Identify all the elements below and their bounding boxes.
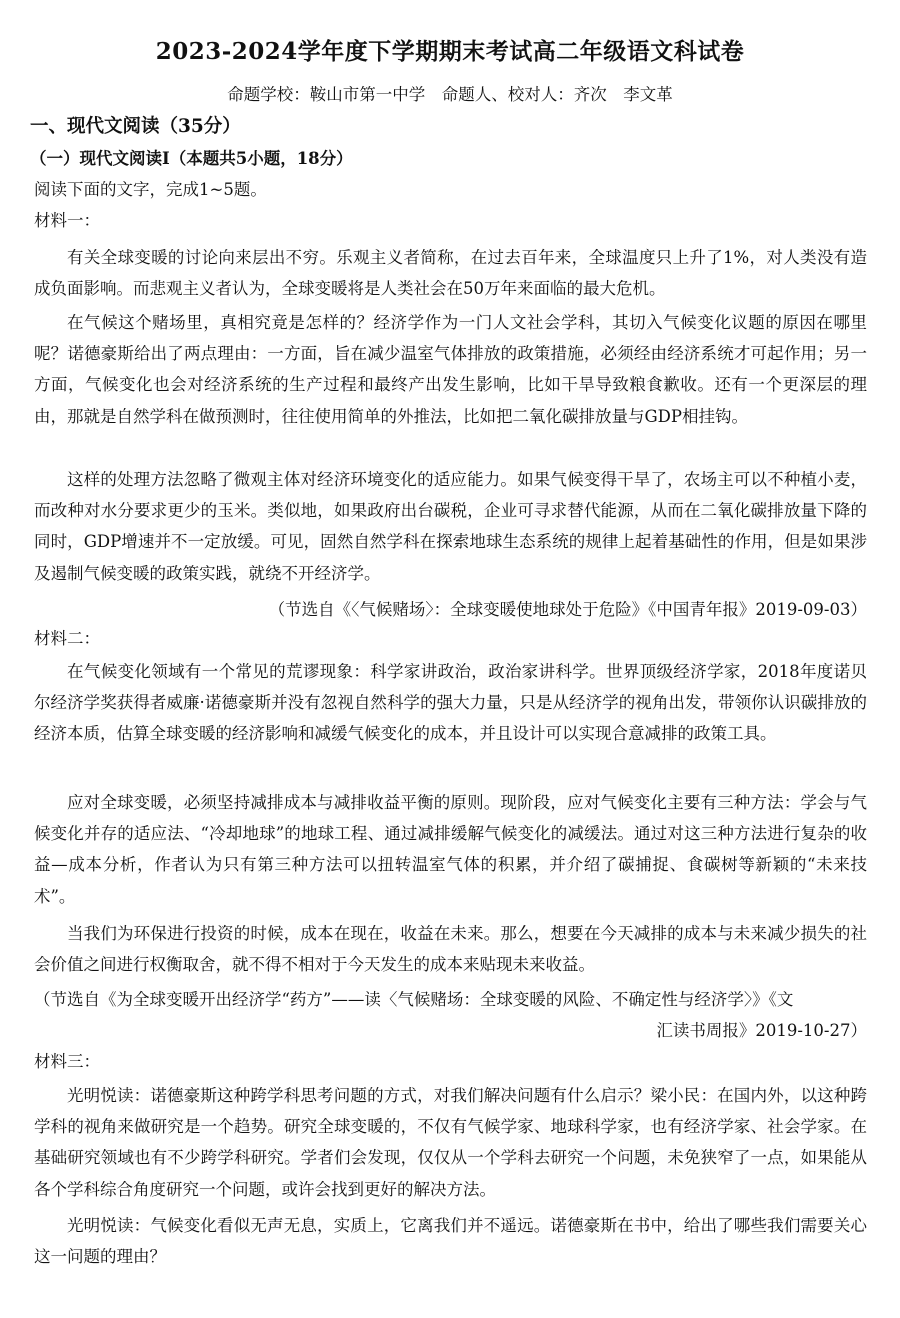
material-1-label: 材料一： [34,211,100,230]
material-3-paragraph-2: 光明悦读：气候变化看似无声无息，实质上，它离我们并不遥远。诺德豪斯在书中，给出了哪些我们需要关心这一问题的理由？ [34,1216,867,1267]
material-3-label: 材料三： [34,1052,100,1071]
material-1-paragraph-1: 有关全球变暖的讨论向来层出不穷。乐观主义者简称，在过去百年来，全球温度只上升了1%，对人类没有造成负面影响。而悲观主义者认为，全球变暖将是人类社会在50万年来面临的最大危机。 [34,248,867,299]
material-2-paragraph-3: 当我们为环保进行投资的时候，成本在现在，收益在未来。那么，想要在今天减排的成本与未来减少损失的社会价值之间进行权衡取舍，就不得不相对于今天发生的成本来贴现未来收益。 [34,924,867,975]
material-2-source [34,984,867,1046]
instruction-text: 阅读下面的文字，完成1~5题。 [34,180,267,199]
material-2-source-line-2: 汇读书周报》2019-10-27） [656,1021,867,1040]
page-subtitle: 命题学校：鞍山市第一中学 命题人、校对人：齐次 李文革 [227,85,673,104]
material-2-source-line-1: （节选自《为全球变暖开出经济学“药方”——读〈气候赌场：全球变暖的风险、不确定性与经济学〉》《文 [34,990,794,1009]
page-title: 2023-2024学年度下学期期末考试高二年级语文科试卷 [155,38,745,65]
material-1-paragraph-3: 这样的处理方法忽略了微观主体对经济环境变化的适应能力。如果气候变得干旱了，农场主可以不种植小麦，而改种对水分要求更少的玉米。类似地，如果政府出台碳税，企业可寻求替代能源，从而在二氧化碳排放量下降的同时，GDP增速并不一定放缓。可见，固然自然学科在探索地球生态系统的规律上起着基础性的作用，但是如果涉及遏制气候变暖的政策实践，就绕不开经济学。 [34,470,867,583]
section-heading: 一、现代文阅读（35分） [30,116,241,137]
material-2-label: 材料二： [34,629,100,648]
section-subheading: （一）现代文阅读Ⅰ（本题共5小题，18分） [30,149,353,168]
material-2-paragraph-2: 应对全球变暖，必须坚持减排成本与减排收益平衡的原则。现阶段，应对气候变化主要有三种方法：学会与气候变化并存的适应法、“冷却地球”的地球工程、通过减排缓解气候变化的减缓法。通过对这三种方法进行复杂的收益—成本分析，作者认为只有第三种方法可以扭转温室气体的积累，并介绍了碳捕捉、食碳树等新颖的“未来技术”。 [34,793,867,906]
material-3-paragraph-1: 光明悦读：诺德豪斯这种跨学科思考问题的方式，对我们解决问题有什么启示？梁小民：在国内外，以这种跨学科的视角来做研究是一个趋势。研究全球变暖的，不仅有气候学家、地球科学家，也有经济学家、社会学家。在基础研究领域也有不少跨学科研究。学者们会发现，仅仅从一个学科去研究一个问题，未免狭窄了一点，如果能从各个学科综合角度研究一个问题，或许会找到更好的解决方法。 [34,1086,867,1199]
material-1-source: （节选自《〈气候赌场〉：全球变暖使地球处于危险》《中国青年报》2019-09-03） [268,600,867,619]
material-1-paragraph-2: 在气候这个赌场里，真相究竟是怎样的？经济学作为一门人文社会学科，其切入气候变化议题的原因在哪里呢？诺德豪斯给出了两点理由：一方面，旨在减少温室气体排放的政策措施，必须经由经济系统才可起作用；另一方面，气候变化也会对经济系统的生产过程和最终产出发生影响，比如干旱导致粮食歉收。还有一个更深层的理由，那就是自然学科在做预测时，往往使用简单的外推法，比如把二氧化碳排放量与GDP相挂钩。 [34,313,867,426]
material-2-paragraph-1: 在气候变化领域有一个常见的荒谬现象：科学家讲政治，政治家讲科学。世界顶级经济学家，2018年度诺贝尔经济学奖获得者威廉·诺德豪斯并没有忽视自然科学的强大力量，只是从经济学的视角出发，带领你认识碳排放的经济本质，估算全球变暖的经济影响和减缓气候变化的成本，并且设计可以实现合意减排的政策工具。 [34,662,867,744]
